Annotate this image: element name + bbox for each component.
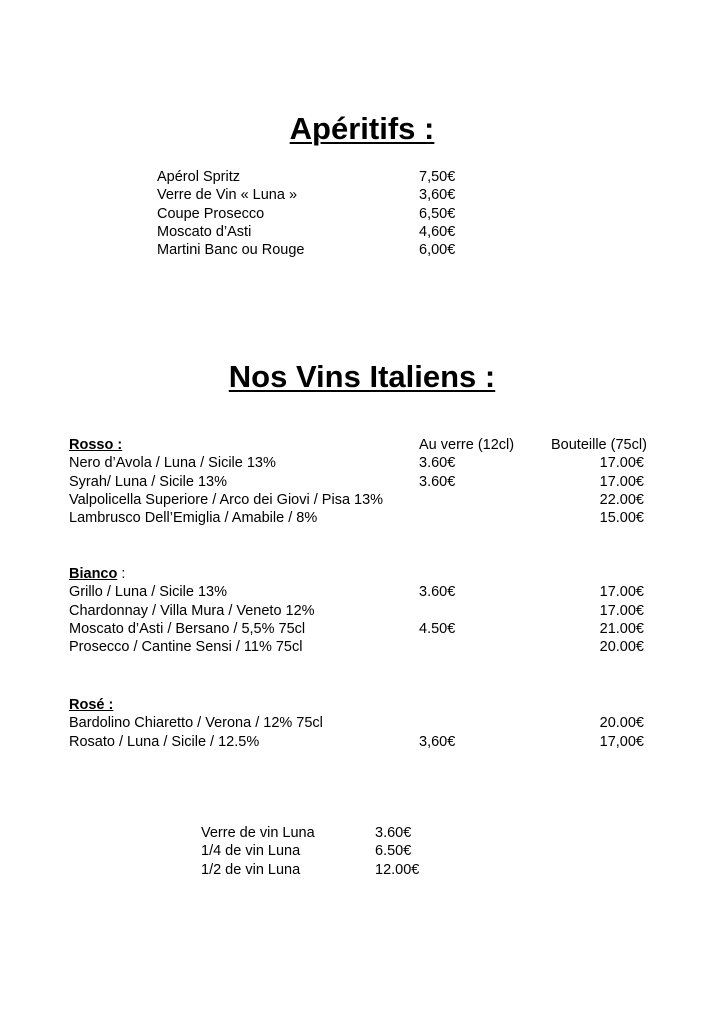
rose-bottle-prices	[560, 714, 644, 751]
bianco-names	[69, 583, 315, 656]
list-item: Verre de Vin « Luna »	[157, 187, 298, 204]
list-item: 1/2 de vin Luna	[201, 861, 301, 878]
list-item: Apérol Spritz	[157, 169, 241, 185]
list-item: 1/4 de vin Luna	[201, 843, 301, 860]
rose-glass-prices	[419, 714, 455, 751]
wine-name: Lambrusco Dell’Emiglia / Amabile / 8%	[69, 510, 318, 527]
price: 7,50€	[419, 169, 456, 185]
glass-price	[419, 602, 455, 620]
section-label: Rosso :	[69, 437, 123, 453]
wine-name: Bardolino Chiaretto / Verona / 12% 75cl	[69, 715, 323, 732]
bottle-price: 17.00€	[599, 473, 644, 490]
bottle-price: 17.00€	[599, 602, 644, 619]
section-bianco-heading	[69, 565, 125, 583]
glass-price	[419, 638, 455, 656]
bottle-price: 20.00€	[599, 715, 644, 732]
price: 6.50€	[375, 843, 412, 860]
section-rosso-heading	[69, 436, 122, 454]
price: 6,00€	[419, 242, 456, 259]
glass-price: 3.60€	[419, 473, 456, 490]
rosso-names	[69, 454, 383, 527]
bottle-price: 17.00€	[599, 584, 644, 601]
wine-name: Moscato d’Asti / Bersano / 5,5% 75cl	[69, 620, 306, 637]
glass-price	[419, 714, 455, 732]
bianco-bottle-prices	[560, 583, 644, 656]
glass-price: 3.60€	[419, 584, 456, 601]
glass-price: 3,60€	[419, 733, 456, 750]
luna-prices	[375, 824, 419, 879]
rosso-bottle-prices	[560, 454, 644, 527]
aperitif-prices	[419, 168, 455, 259]
luna-names	[201, 824, 315, 879]
wine-name: Prosecco / Cantine Sensi / 11% 75cl	[69, 639, 303, 656]
aperitifs-title: Apéritifs :	[289, 111, 435, 146]
wine-name: Valpolicella Superiore / Arco dei Giovi / Pisa 13%	[69, 491, 384, 508]
price: 3.60€	[375, 825, 412, 841]
section-label-suffix: :	[117, 566, 126, 582]
price: 4,60€	[419, 223, 456, 240]
section-rose-heading	[69, 696, 113, 714]
aperitif-names	[157, 168, 305, 259]
bottle-column-header: Bouteille (75cl)	[551, 437, 647, 453]
wine-name: Chardonnay / Villa Mura / Veneto 12%	[69, 602, 315, 619]
wine-name: Grillo / Luna / Sicile 13%	[69, 584, 227, 601]
bottle-price: 17,00€	[599, 733, 644, 750]
bottle-price: 20.00€	[599, 639, 644, 656]
bottle-price: 17.00€	[599, 455, 644, 472]
list-item: Martini Banc ou Rouge	[157, 242, 305, 259]
price: 6,50€	[419, 205, 456, 222]
bottle-price: 21.00€	[599, 620, 644, 637]
wine-name: Syrah/ Luna / Sicile 13%	[69, 473, 227, 490]
bianco-glass-prices	[419, 583, 455, 656]
glass-price	[419, 491, 455, 509]
bottle-price: 15.00€	[599, 510, 644, 527]
wines-title: Nos Vins Italiens :	[228, 359, 496, 394]
glass-price	[419, 509, 455, 527]
rosso-glass-prices	[419, 454, 455, 527]
rose-names	[69, 714, 323, 751]
section-label: Bianco	[69, 566, 118, 582]
glass-price: 3.60€	[419, 455, 456, 472]
wine-name: Rosato / Luna / Sicile / 12.5%	[69, 733, 260, 750]
glass-column-header: Au verre (12cl)	[419, 437, 515, 453]
wine-name: Nero d’Avola / Luna / Sicile 13%	[69, 455, 276, 472]
list-item: Coupe Prosecco	[157, 205, 265, 222]
glass-price: 4.50€	[419, 620, 456, 637]
list-item: Verre de vin Luna	[201, 825, 315, 841]
section-label: Rosé :	[69, 697, 114, 713]
bottle-price: 22.00€	[599, 491, 644, 508]
list-item: Moscato d’Asti	[157, 223, 252, 240]
price: 3,60€	[419, 187, 456, 204]
price: 12.00€	[375, 861, 420, 878]
